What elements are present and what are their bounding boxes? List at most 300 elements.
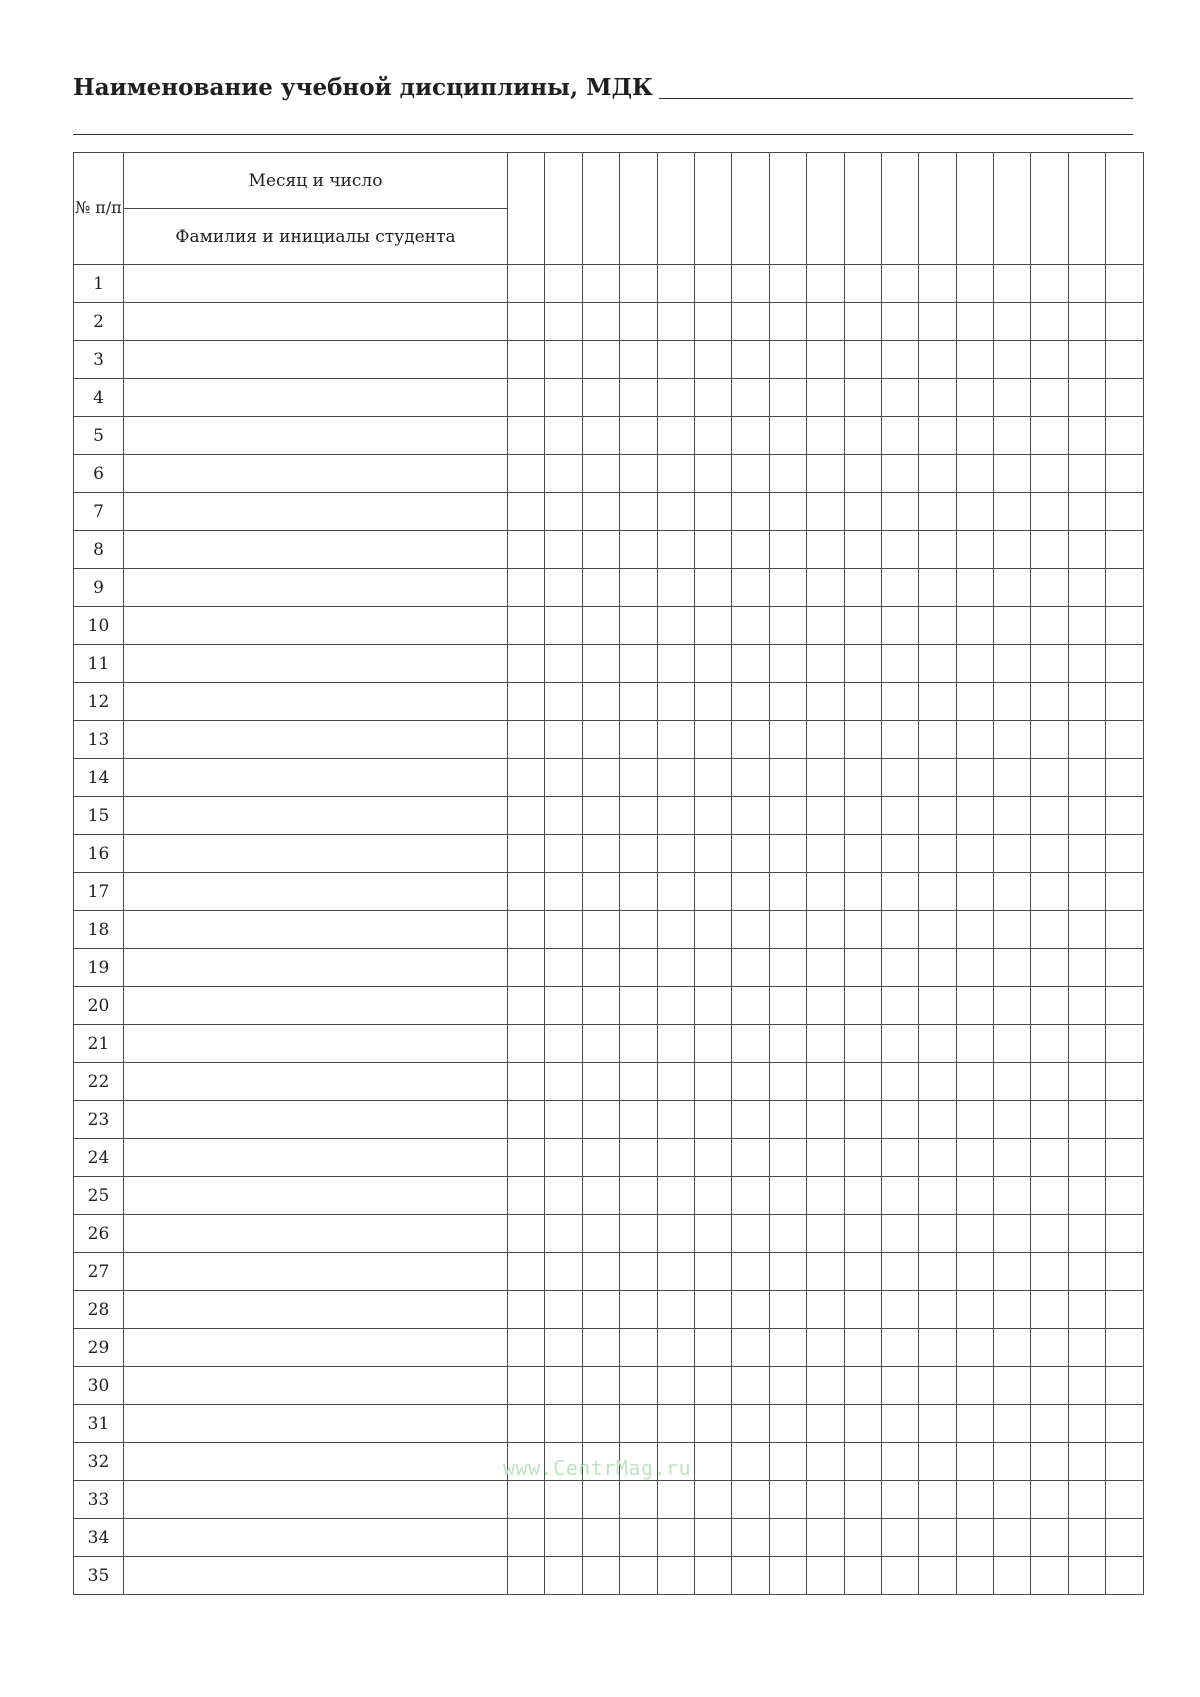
attendance-cell[interactable] — [732, 797, 769, 835]
attendance-cell[interactable] — [657, 1025, 694, 1063]
attendance-cell[interactable] — [956, 1519, 993, 1557]
attendance-cell[interactable] — [694, 1215, 731, 1253]
attendance-cell[interactable] — [732, 455, 769, 493]
attendance-cell[interactable] — [994, 1329, 1031, 1367]
attendance-cell[interactable] — [807, 1139, 844, 1177]
attendance-cell[interactable] — [620, 683, 657, 721]
student-name-cell[interactable] — [124, 569, 508, 607]
attendance-cell[interactable] — [620, 417, 657, 455]
attendance-cell[interactable] — [582, 949, 619, 987]
attendance-cell[interactable] — [769, 417, 806, 455]
attendance-cell[interactable] — [732, 1481, 769, 1519]
attendance-cell[interactable] — [769, 455, 806, 493]
attendance-cell[interactable] — [1106, 607, 1143, 645]
date-header-cell[interactable] — [620, 153, 657, 265]
attendance-cell[interactable] — [1068, 379, 1105, 417]
attendance-cell[interactable] — [994, 265, 1031, 303]
attendance-cell[interactable] — [919, 645, 956, 683]
attendance-cell[interactable] — [881, 1253, 918, 1291]
attendance-cell[interactable] — [657, 1481, 694, 1519]
attendance-cell[interactable] — [582, 303, 619, 341]
attendance-cell[interactable] — [620, 1101, 657, 1139]
attendance-cell[interactable] — [769, 1025, 806, 1063]
attendance-cell[interactable] — [807, 835, 844, 873]
attendance-cell[interactable] — [956, 721, 993, 759]
attendance-cell[interactable] — [881, 531, 918, 569]
attendance-cell[interactable] — [881, 949, 918, 987]
attendance-cell[interactable] — [620, 379, 657, 417]
attendance-cell[interactable] — [694, 455, 731, 493]
attendance-cell[interactable] — [1106, 341, 1143, 379]
attendance-cell[interactable] — [881, 1215, 918, 1253]
student-name-cell[interactable] — [124, 1329, 508, 1367]
attendance-cell[interactable] — [919, 1443, 956, 1481]
attendance-cell[interactable] — [956, 341, 993, 379]
attendance-cell[interactable] — [1106, 1101, 1143, 1139]
attendance-cell[interactable] — [1106, 797, 1143, 835]
attendance-cell[interactable] — [1068, 1481, 1105, 1519]
attendance-cell[interactable] — [1068, 265, 1105, 303]
attendance-cell[interactable] — [956, 1139, 993, 1177]
attendance-cell[interactable] — [1031, 531, 1068, 569]
attendance-cell[interactable] — [844, 1481, 881, 1519]
attendance-cell[interactable] — [919, 1025, 956, 1063]
attendance-cell[interactable] — [694, 987, 731, 1025]
attendance-cell[interactable] — [844, 1329, 881, 1367]
attendance-cell[interactable] — [545, 303, 582, 341]
attendance-cell[interactable] — [919, 873, 956, 911]
student-name-cell[interactable] — [124, 873, 508, 911]
attendance-cell[interactable] — [919, 1329, 956, 1367]
attendance-cell[interactable] — [769, 1177, 806, 1215]
attendance-cell[interactable] — [769, 759, 806, 797]
attendance-cell[interactable] — [508, 1367, 545, 1405]
attendance-cell[interactable] — [1106, 1063, 1143, 1101]
attendance-cell[interactable] — [994, 1063, 1031, 1101]
attendance-cell[interactable] — [1068, 949, 1105, 987]
attendance-cell[interactable] — [620, 645, 657, 683]
attendance-cell[interactable] — [1031, 303, 1068, 341]
attendance-cell[interactable] — [545, 379, 582, 417]
attendance-cell[interactable] — [807, 873, 844, 911]
attendance-cell[interactable] — [807, 1405, 844, 1443]
attendance-cell[interactable] — [732, 531, 769, 569]
attendance-cell[interactable] — [620, 1481, 657, 1519]
attendance-cell[interactable] — [620, 265, 657, 303]
attendance-cell[interactable] — [956, 835, 993, 873]
attendance-cell[interactable] — [1031, 607, 1068, 645]
attendance-cell[interactable] — [881, 1329, 918, 1367]
attendance-cell[interactable] — [881, 721, 918, 759]
student-name-cell[interactable] — [124, 911, 508, 949]
attendance-cell[interactable] — [807, 1291, 844, 1329]
attendance-cell[interactable] — [620, 1405, 657, 1443]
attendance-cell[interactable] — [694, 1405, 731, 1443]
attendance-cell[interactable] — [881, 645, 918, 683]
attendance-cell[interactable] — [620, 1253, 657, 1291]
attendance-cell[interactable] — [807, 379, 844, 417]
attendance-cell[interactable] — [956, 455, 993, 493]
attendance-cell[interactable] — [657, 797, 694, 835]
attendance-cell[interactable] — [769, 873, 806, 911]
attendance-cell[interactable] — [732, 1557, 769, 1595]
attendance-cell[interactable] — [732, 683, 769, 721]
attendance-cell[interactable] — [508, 1177, 545, 1215]
attendance-cell[interactable] — [919, 1291, 956, 1329]
attendance-cell[interactable] — [1068, 759, 1105, 797]
attendance-cell[interactable] — [582, 1367, 619, 1405]
attendance-cell[interactable] — [657, 1253, 694, 1291]
attendance-cell[interactable] — [657, 645, 694, 683]
attendance-cell[interactable] — [694, 645, 731, 683]
attendance-cell[interactable] — [732, 1139, 769, 1177]
student-name-cell[interactable] — [124, 607, 508, 645]
attendance-cell[interactable] — [1106, 1291, 1143, 1329]
attendance-cell[interactable] — [994, 1367, 1031, 1405]
attendance-cell[interactable] — [620, 873, 657, 911]
student-name-cell[interactable] — [124, 1443, 508, 1481]
attendance-cell[interactable] — [919, 1063, 956, 1101]
attendance-cell[interactable] — [694, 949, 731, 987]
attendance-cell[interactable] — [1106, 1557, 1143, 1595]
attendance-cell[interactable] — [919, 1367, 956, 1405]
attendance-cell[interactable] — [582, 341, 619, 379]
attendance-cell[interactable] — [994, 1215, 1031, 1253]
attendance-cell[interactable] — [807, 341, 844, 379]
attendance-cell[interactable] — [1068, 531, 1105, 569]
attendance-cell[interactable] — [582, 417, 619, 455]
attendance-cell[interactable] — [956, 1443, 993, 1481]
attendance-cell[interactable] — [807, 531, 844, 569]
attendance-cell[interactable] — [582, 645, 619, 683]
date-header-cell[interactable] — [694, 153, 731, 265]
attendance-cell[interactable] — [844, 1519, 881, 1557]
attendance-cell[interactable] — [694, 1101, 731, 1139]
attendance-cell[interactable] — [694, 1291, 731, 1329]
attendance-cell[interactable] — [844, 1025, 881, 1063]
attendance-cell[interactable] — [844, 835, 881, 873]
attendance-cell[interactable] — [919, 493, 956, 531]
student-name-cell[interactable] — [124, 987, 508, 1025]
attendance-cell[interactable] — [732, 645, 769, 683]
attendance-cell[interactable] — [956, 417, 993, 455]
attendance-cell[interactable] — [994, 569, 1031, 607]
attendance-cell[interactable] — [545, 721, 582, 759]
attendance-cell[interactable] — [732, 303, 769, 341]
attendance-cell[interactable] — [620, 1519, 657, 1557]
attendance-cell[interactable] — [657, 607, 694, 645]
attendance-cell[interactable] — [732, 873, 769, 911]
attendance-cell[interactable] — [582, 569, 619, 607]
date-header-cell[interactable] — [769, 153, 806, 265]
attendance-cell[interactable] — [881, 1101, 918, 1139]
attendance-cell[interactable] — [582, 1063, 619, 1101]
attendance-cell[interactable] — [1068, 987, 1105, 1025]
attendance-cell[interactable] — [769, 949, 806, 987]
attendance-cell[interactable] — [508, 379, 545, 417]
student-name-cell[interactable] — [124, 683, 508, 721]
attendance-cell[interactable] — [919, 949, 956, 987]
attendance-cell[interactable] — [994, 683, 1031, 721]
attendance-cell[interactable] — [807, 759, 844, 797]
attendance-cell[interactable] — [807, 455, 844, 493]
attendance-cell[interactable] — [582, 265, 619, 303]
attendance-cell[interactable] — [956, 265, 993, 303]
attendance-cell[interactable] — [844, 645, 881, 683]
attendance-cell[interactable] — [1106, 1025, 1143, 1063]
attendance-cell[interactable] — [732, 607, 769, 645]
attendance-cell[interactable] — [807, 645, 844, 683]
attendance-cell[interactable] — [694, 759, 731, 797]
attendance-cell[interactable] — [769, 1139, 806, 1177]
attendance-cell[interactable] — [844, 797, 881, 835]
attendance-cell[interactable] — [694, 1367, 731, 1405]
attendance-cell[interactable] — [620, 1291, 657, 1329]
attendance-cell[interactable] — [620, 1367, 657, 1405]
attendance-cell[interactable] — [582, 379, 619, 417]
attendance-cell[interactable] — [807, 493, 844, 531]
attendance-cell[interactable] — [657, 949, 694, 987]
attendance-cell[interactable] — [1068, 1025, 1105, 1063]
student-name-cell[interactable] — [124, 797, 508, 835]
attendance-cell[interactable] — [732, 949, 769, 987]
attendance-cell[interactable] — [582, 1215, 619, 1253]
attendance-cell[interactable] — [508, 759, 545, 797]
attendance-cell[interactable] — [769, 1367, 806, 1405]
attendance-cell[interactable] — [807, 949, 844, 987]
attendance-cell[interactable] — [881, 569, 918, 607]
attendance-cell[interactable] — [1031, 1177, 1068, 1215]
attendance-cell[interactable] — [769, 1481, 806, 1519]
attendance-cell[interactable] — [769, 1557, 806, 1595]
student-name-cell[interactable] — [124, 1215, 508, 1253]
attendance-cell[interactable] — [732, 1215, 769, 1253]
attendance-cell[interactable] — [956, 569, 993, 607]
attendance-cell[interactable] — [508, 569, 545, 607]
attendance-cell[interactable] — [919, 531, 956, 569]
attendance-cell[interactable] — [657, 341, 694, 379]
attendance-cell[interactable] — [956, 303, 993, 341]
attendance-cell[interactable] — [620, 1215, 657, 1253]
attendance-cell[interactable] — [732, 1025, 769, 1063]
attendance-cell[interactable] — [807, 721, 844, 759]
attendance-cell[interactable] — [919, 759, 956, 797]
attendance-cell[interactable] — [769, 531, 806, 569]
attendance-cell[interactable] — [1106, 645, 1143, 683]
attendance-cell[interactable] — [694, 721, 731, 759]
attendance-cell[interactable] — [1031, 455, 1068, 493]
attendance-cell[interactable] — [582, 1329, 619, 1367]
attendance-cell[interactable] — [545, 1025, 582, 1063]
attendance-cell[interactable] — [769, 493, 806, 531]
attendance-cell[interactable] — [694, 1139, 731, 1177]
attendance-cell[interactable] — [956, 1177, 993, 1215]
attendance-cell[interactable] — [1031, 1367, 1068, 1405]
attendance-cell[interactable] — [1106, 569, 1143, 607]
attendance-cell[interactable] — [1106, 759, 1143, 797]
attendance-cell[interactable] — [769, 721, 806, 759]
student-name-cell[interactable] — [124, 759, 508, 797]
attendance-cell[interactable] — [956, 873, 993, 911]
attendance-cell[interactable] — [545, 759, 582, 797]
attendance-cell[interactable] — [994, 1139, 1031, 1177]
attendance-cell[interactable] — [807, 1481, 844, 1519]
attendance-cell[interactable] — [994, 645, 1031, 683]
attendance-cell[interactable] — [844, 1215, 881, 1253]
attendance-cell[interactable] — [881, 1025, 918, 1063]
attendance-cell[interactable] — [919, 835, 956, 873]
attendance-cell[interactable] — [508, 455, 545, 493]
attendance-cell[interactable] — [844, 417, 881, 455]
attendance-cell[interactable] — [657, 987, 694, 1025]
attendance-cell[interactable] — [582, 1519, 619, 1557]
attendance-cell[interactable] — [657, 303, 694, 341]
attendance-cell[interactable] — [844, 1253, 881, 1291]
student-name-cell[interactable] — [124, 1481, 508, 1519]
attendance-cell[interactable] — [844, 1177, 881, 1215]
attendance-cell[interactable] — [769, 1215, 806, 1253]
attendance-cell[interactable] — [769, 379, 806, 417]
attendance-cell[interactable] — [881, 759, 918, 797]
attendance-cell[interactable] — [919, 265, 956, 303]
attendance-cell[interactable] — [545, 1329, 582, 1367]
date-header-cell[interactable] — [1106, 153, 1143, 265]
attendance-cell[interactable] — [1068, 797, 1105, 835]
attendance-cell[interactable] — [620, 341, 657, 379]
attendance-cell[interactable] — [620, 721, 657, 759]
attendance-cell[interactable] — [956, 607, 993, 645]
attendance-cell[interactable] — [1068, 1405, 1105, 1443]
attendance-cell[interactable] — [844, 265, 881, 303]
attendance-cell[interactable] — [1106, 265, 1143, 303]
attendance-cell[interactable] — [508, 607, 545, 645]
attendance-cell[interactable] — [657, 1101, 694, 1139]
attendance-cell[interactable] — [1106, 379, 1143, 417]
attendance-cell[interactable] — [694, 1481, 731, 1519]
attendance-cell[interactable] — [657, 911, 694, 949]
attendance-cell[interactable] — [620, 303, 657, 341]
attendance-cell[interactable] — [956, 645, 993, 683]
attendance-cell[interactable] — [545, 987, 582, 1025]
attendance-cell[interactable] — [1068, 835, 1105, 873]
attendance-cell[interactable] — [1106, 455, 1143, 493]
attendance-cell[interactable] — [732, 265, 769, 303]
attendance-cell[interactable] — [694, 493, 731, 531]
attendance-cell[interactable] — [844, 1443, 881, 1481]
attendance-cell[interactable] — [1031, 569, 1068, 607]
attendance-cell[interactable] — [919, 1557, 956, 1595]
attendance-cell[interactable] — [1068, 569, 1105, 607]
attendance-cell[interactable] — [545, 1291, 582, 1329]
attendance-cell[interactable] — [1068, 1253, 1105, 1291]
attendance-cell[interactable] — [956, 683, 993, 721]
attendance-cell[interactable] — [657, 759, 694, 797]
attendance-cell[interactable] — [881, 303, 918, 341]
attendance-cell[interactable] — [732, 1329, 769, 1367]
attendance-cell[interactable] — [1106, 721, 1143, 759]
attendance-cell[interactable] — [881, 1367, 918, 1405]
attendance-cell[interactable] — [732, 987, 769, 1025]
attendance-cell[interactable] — [994, 987, 1031, 1025]
attendance-cell[interactable] — [844, 607, 881, 645]
attendance-cell[interactable] — [994, 1291, 1031, 1329]
attendance-cell[interactable] — [994, 531, 1031, 569]
date-header-cell[interactable] — [732, 153, 769, 265]
attendance-cell[interactable] — [694, 1177, 731, 1215]
attendance-cell[interactable] — [508, 531, 545, 569]
attendance-cell[interactable] — [956, 1367, 993, 1405]
attendance-cell[interactable] — [769, 1291, 806, 1329]
attendance-cell[interactable] — [1031, 265, 1068, 303]
attendance-cell[interactable] — [582, 493, 619, 531]
attendance-cell[interactable] — [844, 569, 881, 607]
attendance-cell[interactable] — [545, 569, 582, 607]
date-header-cell[interactable] — [807, 153, 844, 265]
attendance-cell[interactable] — [1031, 341, 1068, 379]
attendance-cell[interactable] — [919, 303, 956, 341]
attendance-cell[interactable] — [844, 987, 881, 1025]
attendance-cell[interactable] — [545, 1063, 582, 1101]
attendance-cell[interactable] — [994, 797, 1031, 835]
attendance-cell[interactable] — [919, 1101, 956, 1139]
attendance-cell[interactable] — [694, 569, 731, 607]
attendance-cell[interactable] — [769, 1405, 806, 1443]
attendance-cell[interactable] — [508, 797, 545, 835]
attendance-cell[interactable] — [732, 721, 769, 759]
date-header-cell[interactable] — [508, 153, 545, 265]
attendance-cell[interactable] — [956, 1291, 993, 1329]
attendance-cell[interactable] — [994, 949, 1031, 987]
attendance-cell[interactable] — [769, 1101, 806, 1139]
attendance-cell[interactable] — [769, 265, 806, 303]
attendance-cell[interactable] — [582, 683, 619, 721]
attendance-cell[interactable] — [732, 1443, 769, 1481]
attendance-cell[interactable] — [620, 607, 657, 645]
attendance-cell[interactable] — [694, 341, 731, 379]
attendance-cell[interactable] — [769, 645, 806, 683]
attendance-cell[interactable] — [807, 1443, 844, 1481]
attendance-cell[interactable] — [1031, 493, 1068, 531]
attendance-cell[interactable] — [994, 379, 1031, 417]
attendance-cell[interactable] — [620, 1025, 657, 1063]
student-name-cell[interactable] — [124, 455, 508, 493]
attendance-cell[interactable] — [956, 1253, 993, 1291]
attendance-cell[interactable] — [881, 341, 918, 379]
attendance-cell[interactable] — [1031, 1329, 1068, 1367]
attendance-cell[interactable] — [545, 1177, 582, 1215]
attendance-cell[interactable] — [582, 911, 619, 949]
attendance-cell[interactable] — [545, 873, 582, 911]
attendance-cell[interactable] — [881, 1557, 918, 1595]
attendance-cell[interactable] — [657, 1063, 694, 1101]
attendance-cell[interactable] — [1068, 417, 1105, 455]
attendance-cell[interactable] — [694, 303, 731, 341]
attendance-cell[interactable] — [994, 607, 1031, 645]
attendance-cell[interactable] — [545, 911, 582, 949]
attendance-cell[interactable] — [956, 1215, 993, 1253]
attendance-cell[interactable] — [1106, 683, 1143, 721]
date-header-cell[interactable] — [956, 153, 993, 265]
attendance-cell[interactable] — [994, 1519, 1031, 1557]
attendance-cell[interactable] — [1031, 645, 1068, 683]
attendance-cell[interactable] — [582, 455, 619, 493]
attendance-cell[interactable] — [807, 1367, 844, 1405]
attendance-cell[interactable] — [545, 265, 582, 303]
attendance-cell[interactable] — [620, 1177, 657, 1215]
attendance-cell[interactable] — [1106, 1177, 1143, 1215]
attendance-cell[interactable] — [919, 1405, 956, 1443]
attendance-cell[interactable] — [657, 531, 694, 569]
